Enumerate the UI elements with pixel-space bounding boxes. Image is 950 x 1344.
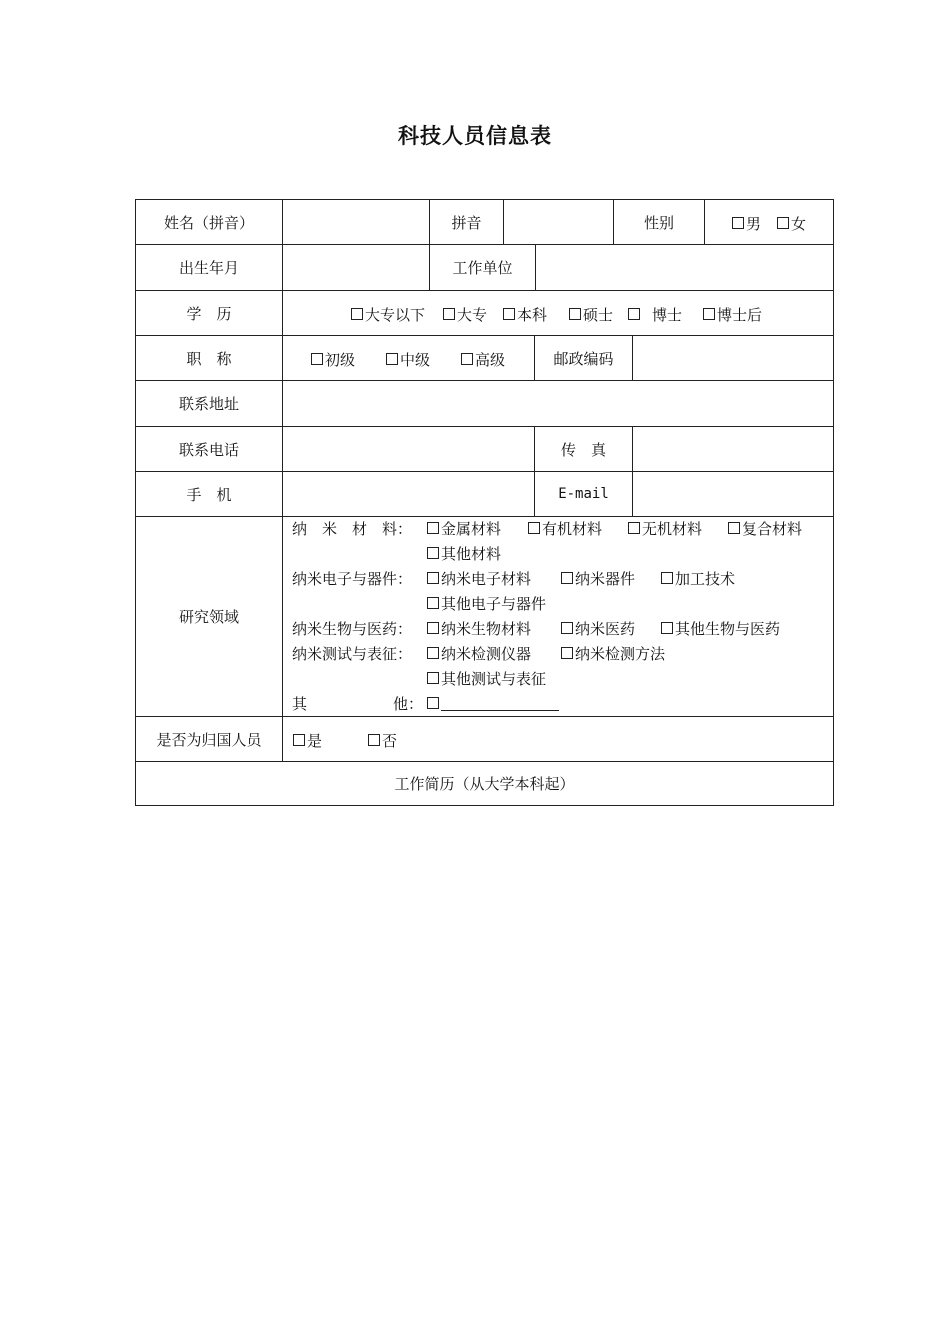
info-form-table xyxy=(135,199,834,806)
title-option-intermediate[interactable]: 中级 xyxy=(386,349,430,370)
checkbox[interactable] xyxy=(311,353,323,365)
checkbox[interactable] xyxy=(628,522,640,534)
returnee-label: 是否为归国人员 xyxy=(156,730,262,749)
checkbox[interactable] xyxy=(351,308,363,320)
email-label: E-mail xyxy=(558,486,609,502)
checkbox[interactable] xyxy=(427,572,439,584)
checkbox[interactable] xyxy=(293,734,305,746)
research-option-metal-materials[interactable]: 金属材料 xyxy=(427,517,501,542)
phone-field[interactable] xyxy=(283,427,534,471)
research-option-nano-test-methods[interactable]: 纳米检测方法 xyxy=(561,642,665,667)
research-option-inorganic-materials[interactable]: 无机材料 xyxy=(628,517,702,542)
phone-label: 联系电话 xyxy=(178,440,239,459)
checkbox[interactable] xyxy=(368,734,380,746)
research-group-label-electronics: 纳米电子与器件： xyxy=(292,570,413,588)
research-other-label-right: 他： xyxy=(393,695,424,713)
research-group-label-biomedicine: 纳米生物与医药： xyxy=(292,620,413,638)
address-label: 联系地址 xyxy=(178,395,239,413)
resume-label: 工作简历（从大学本科起） xyxy=(394,775,575,793)
other-fill-in-line[interactable] xyxy=(441,696,559,711)
checkbox[interactable] xyxy=(569,308,581,320)
research-option-other-electronics[interactable]: 其他电子与器件 xyxy=(427,592,546,617)
checkbox[interactable] xyxy=(503,308,515,320)
postcode-label: 邮政编码 xyxy=(553,349,614,368)
checkbox[interactable] xyxy=(443,308,455,320)
mobile-label: 手 机 xyxy=(186,485,232,504)
checkbox[interactable] xyxy=(561,622,573,634)
returnee-option-yes[interactable]: 是 xyxy=(293,730,322,751)
education-option-postdoc[interactable]: 博士后 xyxy=(703,304,762,325)
checkbox[interactable] xyxy=(427,647,439,659)
mobile-field[interactable] xyxy=(283,472,534,516)
research-option-composite-materials[interactable]: 复合材料 xyxy=(728,517,802,542)
research-group-label-nanomaterials: 纳 米 材 料： xyxy=(292,520,413,538)
birth-label: 出生年月 xyxy=(178,259,239,277)
research-option-other-materials[interactable]: 其他材料 xyxy=(427,542,501,567)
education-option-below-college[interactable]: 大专以下 xyxy=(351,304,425,325)
fax-label: 传 真 xyxy=(560,440,606,459)
fax-field[interactable] xyxy=(633,427,833,471)
research-option-other-biomedicine[interactable]: 其他生物与医药 xyxy=(661,617,780,642)
checkbox[interactable] xyxy=(732,217,744,229)
checkbox[interactable] xyxy=(427,622,439,634)
checkbox[interactable] xyxy=(427,697,439,709)
checkbox[interactable] xyxy=(703,308,715,320)
postcode-field[interactable] xyxy=(633,336,833,380)
returnee-option-no[interactable]: 否 xyxy=(368,730,397,751)
checkbox[interactable] xyxy=(461,353,473,365)
research-field-label: 研究领域 xyxy=(178,608,239,626)
employer-field[interactable] xyxy=(536,245,833,290)
research-option-nano-bio-materials[interactable]: 纳米生物材料 xyxy=(427,617,531,642)
checkbox[interactable] xyxy=(386,353,398,365)
research-option-other[interactable] xyxy=(427,692,559,717)
checkbox[interactable] xyxy=(777,217,789,229)
checkbox[interactable] xyxy=(427,547,439,559)
research-option-other-testing[interactable]: 其他测试与表征 xyxy=(427,667,546,692)
checkbox[interactable] xyxy=(528,522,540,534)
checkbox[interactable] xyxy=(561,647,573,659)
column-divider xyxy=(704,200,705,244)
research-option-nano-test-instruments[interactable]: 纳米检测仪器 xyxy=(427,642,531,667)
research-option-nano-electronic-materials[interactable]: 纳米电子材料 xyxy=(427,567,531,592)
research-other-label-left: 其 xyxy=(292,695,308,713)
form-title: 科技人员信息表 xyxy=(398,124,552,148)
education-option-bachelor[interactable]: 本科 xyxy=(503,304,547,325)
gender-option-female[interactable]: 女 xyxy=(777,213,806,234)
research-group-label-testing: 纳米测试与表征： xyxy=(292,645,413,663)
birth-field[interactable] xyxy=(283,245,429,290)
title-option-senior[interactable]: 高级 xyxy=(461,349,505,370)
checkbox[interactable] xyxy=(427,672,439,684)
gender-option-male[interactable]: 男 xyxy=(732,213,761,234)
checkbox[interactable] xyxy=(427,522,439,534)
checkbox[interactable] xyxy=(728,522,740,534)
pinyin-label: 拼音 xyxy=(451,213,482,232)
research-option-nano-devices[interactable]: 纳米器件 xyxy=(561,567,635,592)
address-field[interactable] xyxy=(283,381,833,426)
education-option-college[interactable]: 大专 xyxy=(443,304,487,325)
email-field[interactable] xyxy=(633,472,833,516)
title-option-junior[interactable]: 初级 xyxy=(311,349,355,370)
education-option-phd[interactable]: 博士 xyxy=(628,304,682,325)
professional-title-label: 职 称 xyxy=(186,349,232,368)
checkbox[interactable] xyxy=(661,622,673,634)
checkbox[interactable] xyxy=(628,308,640,320)
employer-label: 工作单位 xyxy=(452,259,513,277)
research-option-processing-technology[interactable]: 加工技术 xyxy=(661,567,735,592)
name-field[interactable] xyxy=(283,200,429,244)
education-label: 学 历 xyxy=(186,304,232,323)
research-option-nano-medicine[interactable]: 纳米医药 xyxy=(561,617,635,642)
checkbox[interactable] xyxy=(427,597,439,609)
gender-label: 性别 xyxy=(643,213,674,232)
education-option-master[interactable]: 硕士 xyxy=(569,304,613,325)
pinyin-field[interactable] xyxy=(504,200,613,244)
checkbox[interactable] xyxy=(561,572,573,584)
name-label: 姓名（拼音） xyxy=(163,213,254,232)
research-option-organic-materials[interactable]: 有机材料 xyxy=(528,517,602,542)
checkbox[interactable] xyxy=(661,572,673,584)
